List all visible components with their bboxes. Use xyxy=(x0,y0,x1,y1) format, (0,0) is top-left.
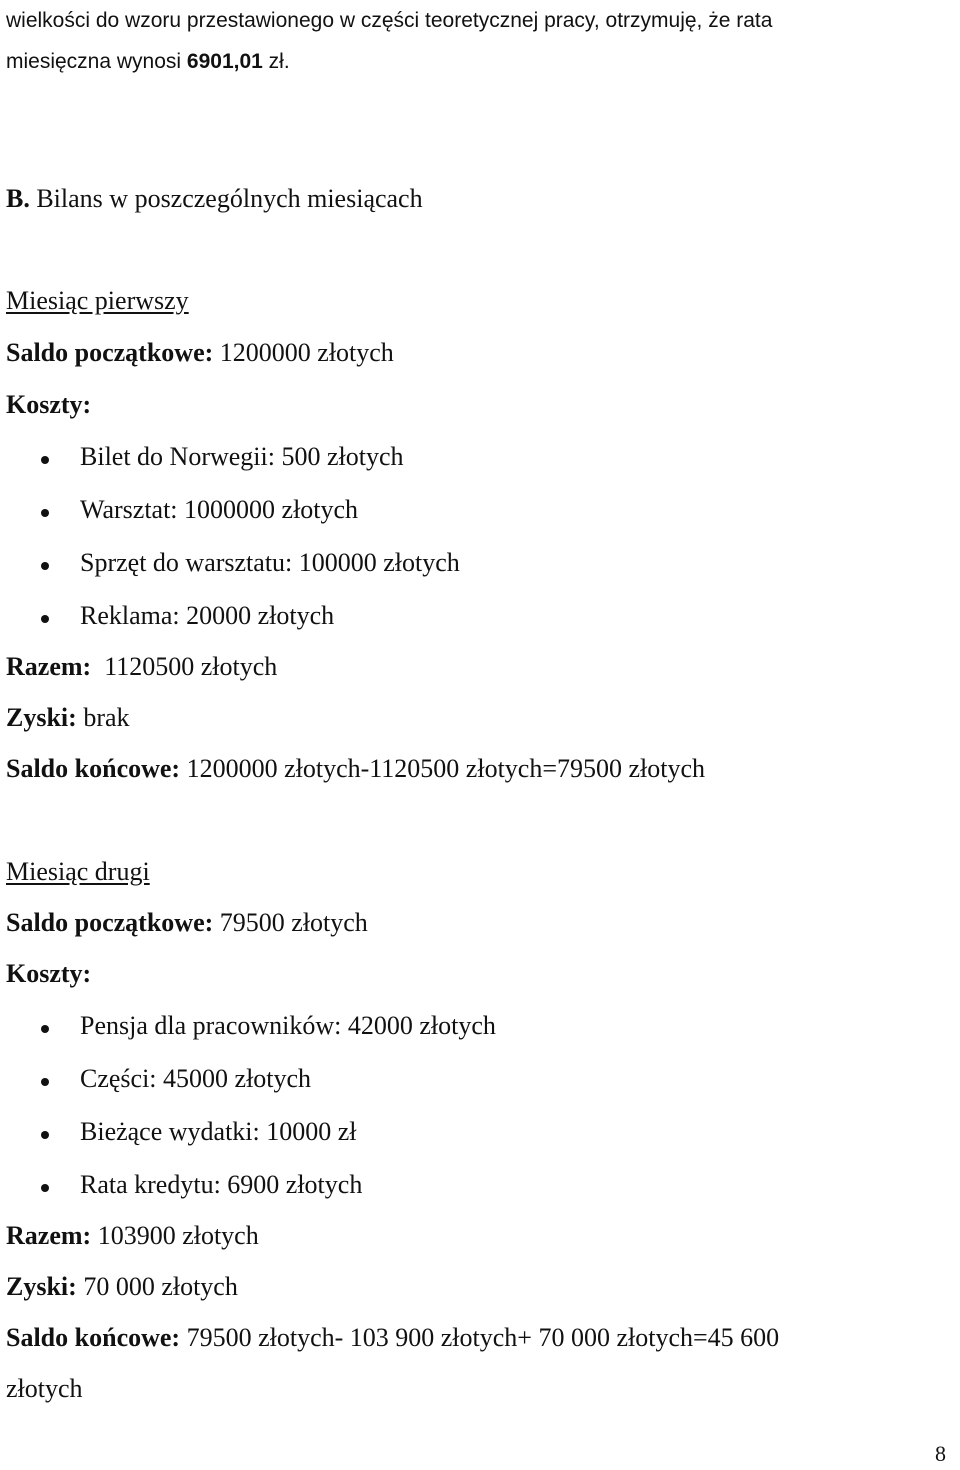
month2-start-label: Saldo początkowe: xyxy=(6,908,214,937)
month1-profit xyxy=(6,703,130,733)
month2-cost-item: Bieżące wydatki: 10000 zł xyxy=(80,1117,357,1146)
month1-end-balance xyxy=(6,754,705,784)
month1-cost-item: Bilet do Norwegii: 500 złotych xyxy=(80,442,404,471)
month2-start-balance xyxy=(6,908,368,938)
month1-start-balance xyxy=(6,338,394,368)
month1-cost-item: Sprzęt do warsztatu: 100000 złotych xyxy=(80,548,460,577)
month1-profit-value: brak xyxy=(76,703,130,732)
month2-heading: Miesiąc drugi xyxy=(6,857,150,886)
month2-profit-value: 70 000 złotych xyxy=(76,1272,238,1301)
month2-total xyxy=(6,1221,259,1251)
intro-line-2-suffix: zł. xyxy=(262,50,290,73)
bullet-icon xyxy=(41,1131,49,1139)
month2-costs-label: Koszty: xyxy=(6,959,92,988)
bullet-icon xyxy=(41,615,49,623)
bullet-icon xyxy=(41,562,49,570)
month1-start-value: 1200000 złotych xyxy=(213,338,394,367)
intro-line-2 xyxy=(6,41,946,82)
month1-costs-label: Koszty: xyxy=(6,390,92,419)
bullet-icon xyxy=(41,1025,49,1033)
month1-end-label: Saldo końcowe: xyxy=(6,754,181,783)
month2-start-value: 79500 złotych xyxy=(213,908,368,937)
intro-line-2-prefix: miesięczna wynosi xyxy=(6,50,187,73)
month2-end-value-continuation: złotych xyxy=(6,1374,83,1403)
month2-end-label: Saldo końcowe: xyxy=(6,1323,181,1352)
intro-line-1: wielkości do wzoru przestawionego w części teoretycznej pracy, otrzymuję, że rata xyxy=(6,9,773,32)
month1-profit-label: Zyski: xyxy=(6,703,77,732)
bullet-icon xyxy=(41,1078,49,1086)
month1-cost-item: Reklama: 20000 złotych xyxy=(80,601,335,630)
section-heading xyxy=(6,184,423,214)
intro-paragraph xyxy=(6,0,946,82)
month2-cost-item: Pensja dla pracowników: 42000 złotych xyxy=(80,1011,496,1040)
month2-profit xyxy=(6,1272,238,1302)
bullet-icon xyxy=(41,456,49,464)
month2-end-balance xyxy=(6,1323,779,1353)
monthly-installment-amount: 6901,01 xyxy=(186,50,263,73)
section-title: Bilans w poszczególnych miesiącach xyxy=(29,184,423,213)
bullet-icon xyxy=(41,509,49,517)
month2-total-label: Razem: xyxy=(6,1221,92,1250)
month2-cost-item: Rata kredytu: 6900 złotych xyxy=(80,1170,363,1199)
month2-profit-label: Zyski: xyxy=(6,1272,77,1301)
month2-cost-item: Części: 45000 złotych xyxy=(80,1064,312,1093)
month1-total-value: 1120500 złotych xyxy=(91,652,278,681)
month1-end-value: 1200000 złotych-1120500 złotych=79500 złotych xyxy=(180,754,706,783)
month1-start-label: Saldo początkowe: xyxy=(6,338,214,367)
month1-total-label: Razem: xyxy=(6,652,92,681)
bullet-icon xyxy=(41,1184,49,1192)
section-letter: B. xyxy=(6,184,30,213)
month1-heading: Miesiąc pierwszy xyxy=(6,286,189,315)
month2-end-value: 79500 złotych- 103 900 złotych+ 70 000 złotych=45 600 xyxy=(180,1323,780,1352)
month1-total xyxy=(6,652,277,682)
month1-cost-item: Warsztat: 1000000 złotych xyxy=(80,495,359,524)
month2-total-value: 103900 złotych xyxy=(91,1221,259,1250)
page-number: 8 xyxy=(935,1441,946,1466)
